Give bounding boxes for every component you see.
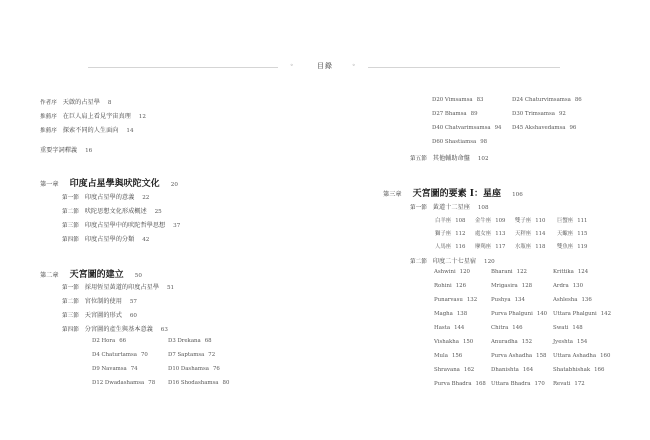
section-title: 印度二十七星宿: [432, 258, 477, 265]
nakshatra-page: 156: [451, 353, 463, 359]
nakshatra-name: Shatabhishak: [553, 367, 591, 373]
nakshatra-page: 134: [514, 297, 525, 303]
sign-page: 115: [577, 231, 588, 237]
toc-preface-recommend-1[interactable]: [40, 111, 146, 120]
toc-nakshatra[interactable]: [434, 353, 462, 359]
division-name: D40 Chatvarimsamsa: [432, 125, 491, 131]
toc-terms[interactable]: [40, 145, 92, 154]
section-label: 第五節: [410, 156, 427, 162]
chapter-title: 印度占星學與吠陀文化: [69, 179, 160, 189]
nakshatra-page: 164: [522, 367, 534, 373]
section-label: 第一節: [62, 195, 79, 201]
division-page: 70: [140, 352, 148, 358]
chapter-page: 50: [134, 273, 142, 279]
nakshatra-name: Purva Phalguni: [491, 311, 533, 317]
toc-page: 12: [138, 114, 146, 120]
nakshatra-name: Chitra: [491, 325, 509, 331]
toc-section-1-4[interactable]: [62, 234, 149, 243]
section-page: 63: [160, 327, 168, 333]
toc-nakshatra[interactable]: [491, 325, 523, 331]
section-title: 其他輔助命盤: [432, 155, 470, 162]
toc-division-d30[interactable]: [512, 111, 566, 117]
nakshatra-name: Krittika: [553, 269, 574, 275]
nakshatra-name: Punarvasu: [434, 297, 463, 303]
toc-nakshatra[interactable]: [553, 325, 583, 331]
sign-page: 111: [577, 218, 588, 224]
toc-nakshatra[interactable]: [553, 367, 604, 373]
toc-section-3-1[interactable]: [410, 202, 489, 211]
nakshatra-page: 172: [574, 381, 585, 387]
nakshatra-name: Magha: [434, 311, 453, 317]
chapter-label: 第一章: [40, 181, 59, 188]
nakshatra-name: Hasta: [434, 325, 451, 331]
toc-division-d45[interactable]: [512, 125, 576, 131]
sign-page: 113: [495, 231, 506, 237]
section-label: 第二節: [62, 299, 79, 305]
nakshatra-name: Mrigasira: [491, 283, 518, 289]
nakshatra-page: 158: [536, 353, 547, 359]
section-page: 22: [142, 195, 150, 201]
toc-division-d12[interactable]: [92, 380, 155, 386]
nakshatra-page: 136: [581, 297, 592, 303]
nakshatra-page: 152: [521, 339, 533, 345]
sign-name: 摩羯座: [475, 244, 492, 250]
chapter-label: 第二章: [40, 272, 59, 279]
toc-nakshatra[interactable]: [491, 297, 525, 303]
section-page: 51: [166, 285, 175, 291]
toc-nakshatra[interactable]: [553, 339, 587, 345]
division-page: 94: [494, 125, 502, 131]
division-name: D9 Navamsa: [92, 366, 127, 372]
nakshatra-page: 166: [594, 367, 605, 373]
sign-name: 天秤座: [515, 231, 532, 237]
chapter-page: 106: [512, 192, 523, 198]
toc-title: 天啟的占星學: [62, 99, 100, 106]
nakshatra-page: 150: [462, 339, 474, 345]
nakshatra-page: 128: [521, 283, 533, 289]
toc-section-3-2[interactable]: [410, 256, 495, 265]
toc-division-d40[interactable]: [432, 125, 501, 131]
toc-nakshatra[interactable]: [434, 325, 464, 331]
toc-sign[interactable]: [515, 229, 545, 237]
division-page: 89: [470, 111, 478, 117]
toc-page: 8: [107, 100, 112, 106]
toc-nakshatra[interactable]: [491, 367, 533, 373]
division-page: 96: [569, 125, 577, 131]
section-label: 第二節: [62, 209, 79, 215]
sign-name: 水瓶座: [515, 244, 532, 250]
toc-nakshatra[interactable]: [434, 311, 467, 317]
toc-nakshatra[interactable]: [491, 353, 546, 359]
nakshatra-name: Uttara Phalguni: [553, 311, 597, 317]
sign-name: 金牛座: [475, 218, 492, 224]
toc-nakshatra[interactable]: [434, 367, 474, 373]
division-name: D4 Chaturtamsa: [92, 352, 137, 358]
toc-nakshatra[interactable]: [553, 269, 588, 275]
section-page: 57: [129, 299, 137, 305]
sign-name: 白羊座: [435, 218, 452, 224]
nakshatra-name: Rohini: [434, 283, 452, 289]
nakshatra-page: 162: [463, 367, 475, 373]
nakshatra-page: 130: [572, 283, 584, 289]
division-name: D30 Trimsamsa: [512, 111, 555, 117]
nakshatra-name: Jyeshta: [553, 339, 574, 345]
nakshatra-page: 154: [577, 339, 588, 345]
nakshatra-page: 122: [516, 269, 527, 275]
section-label: 第一節: [410, 205, 427, 211]
sign-page: 116: [455, 244, 466, 250]
sign-page: 108: [455, 218, 466, 224]
division-page: 80: [222, 380, 230, 386]
division-page: 86: [574, 97, 582, 103]
section-page: 108: [477, 205, 489, 211]
toc-division-d60[interactable]: [432, 139, 487, 145]
section-title: 吠陀思想文化形成概述: [84, 208, 147, 215]
sign-name: 天蠍座: [557, 231, 574, 237]
toc-section-1-2[interactable]: [62, 206, 162, 215]
nakshatra-name: Purva Bhadra: [434, 381, 472, 387]
nakshatra-name: Vishakha: [434, 339, 459, 345]
section-label: 第四節: [62, 327, 79, 333]
nakshatra-page: 124: [577, 269, 589, 275]
toc-preface-recommend-2[interactable]: [40, 125, 134, 134]
section-label: 第二節: [410, 259, 427, 265]
section-page: 60: [129, 313, 137, 319]
division-name: D45 Akshavedamsa: [512, 125, 566, 131]
toc-division-d7[interactable]: [168, 352, 215, 358]
nakshatra-page: 132: [466, 297, 478, 303]
toc-section-2-5[interactable]: [410, 153, 489, 162]
nakshatra-name: Uttara Bhadra: [491, 381, 531, 387]
toc-nakshatra[interactable]: [491, 283, 532, 289]
division-name: D27 Bhamsa: [432, 111, 467, 117]
section-page: 120: [484, 259, 495, 265]
sign-name: 處女座: [475, 231, 492, 237]
toc-nakshatra[interactable]: [434, 381, 486, 387]
section-label: 第一節: [62, 285, 79, 291]
nakshatra-name: Pushya: [491, 297, 511, 303]
toc-sign[interactable]: [515, 242, 545, 250]
nakshatra-name: Ashwini: [434, 269, 456, 275]
toc-section-2-2[interactable]: [62, 296, 137, 305]
nakshatra-page: 160: [600, 353, 611, 359]
section-title: 採用恆星黃道的印度占星學: [84, 284, 160, 291]
toc-sign[interactable]: [435, 242, 465, 250]
nakshatra-name: Ashlesha: [553, 297, 578, 303]
section-title: 黃道十二星座: [432, 204, 470, 211]
division-page: 92: [558, 111, 566, 117]
sign-name: 獅子座: [435, 231, 452, 237]
division-page: 74: [130, 366, 138, 372]
section-title: 天宮圖的形式: [84, 312, 122, 319]
header-rule-left: [88, 67, 278, 68]
toc-label: 推薦序: [40, 128, 57, 134]
section-label: 第三節: [62, 223, 79, 229]
toc-sign[interactable]: [557, 242, 587, 250]
division-name: D60 Shastiamsa: [432, 139, 477, 145]
toc-preface-author[interactable]: [40, 97, 111, 106]
division-page: 72: [208, 352, 216, 358]
division-name: D24 Chaturvimsamsa: [512, 97, 571, 103]
toc-division-d27[interactable]: [432, 111, 478, 117]
section-title: 印度占星學的意義: [84, 194, 135, 201]
nakshatra-page: 138: [456, 311, 468, 317]
nakshatra-name: Purva Ashadha: [491, 353, 533, 359]
toc-section-2-3[interactable]: [62, 310, 137, 319]
chapter-title: 天宮圖的要素 I：星座: [412, 189, 502, 199]
toc-sign[interactable]: [557, 216, 587, 224]
toc-chapter-2[interactable]: [40, 262, 142, 281]
nakshatra-name: Anuradha: [491, 339, 518, 345]
nakshatra-page: 142: [600, 311, 612, 317]
sign-page: 112: [455, 231, 466, 237]
nakshatra-name: Uttara Ashadha: [553, 353, 597, 359]
toc-sign[interactable]: [557, 229, 587, 237]
nakshatra-name: Ardra: [553, 283, 569, 289]
nakshatra-page: 126: [455, 283, 466, 289]
division-name: D10 Dashamsa: [168, 366, 209, 372]
toc-section-2-1[interactable]: [62, 282, 174, 291]
toc-nakshatra[interactable]: [553, 353, 610, 359]
ornament-right-icon: ◦: [352, 62, 356, 69]
toc-nakshatra[interactable]: [491, 269, 527, 275]
toc-sign[interactable]: [435, 229, 465, 237]
chapter-label: 第三章: [383, 191, 402, 198]
sign-name: 巨蟹座: [557, 218, 574, 224]
section-title: 印度占星學的分類: [84, 236, 135, 243]
section-title: 宮位制的使用: [84, 298, 122, 305]
toc-sign[interactable]: [475, 229, 505, 237]
chapter-title: 天宮圖的建立: [69, 270, 124, 280]
division-name: D2 Hora: [92, 338, 116, 344]
toc-nakshatra[interactable]: [491, 339, 532, 345]
toc-division-d3[interactable]: [168, 338, 212, 344]
sign-page: 119: [577, 244, 588, 250]
toc-nakshatra[interactable]: [434, 339, 473, 345]
nakshatra-page: 148: [572, 325, 583, 331]
toc-sign[interactable]: [435, 216, 465, 224]
section-page: 37: [173, 223, 181, 229]
toc-nakshatra[interactable]: [553, 311, 611, 317]
chapter-page: 20: [170, 182, 178, 188]
nakshatra-name: Mula: [434, 353, 448, 359]
nakshatra-page: 144: [454, 325, 465, 331]
toc-nakshatra[interactable]: [491, 311, 547, 317]
division-name: D12 Dwadashamsa: [92, 380, 145, 386]
toc-title: 探索不同的人生面向: [62, 127, 119, 134]
division-page: 78: [148, 380, 156, 386]
section-title: 分宮圖的產生與基本意義: [84, 326, 153, 333]
toc-division-d20[interactable]: [432, 97, 483, 103]
section-page: 25: [154, 209, 162, 215]
division-name: D16 Shodashamsa: [168, 380, 219, 386]
nakshatra-page: 120: [459, 269, 470, 275]
division-name: D7 Saptamsa: [168, 352, 205, 358]
toc-sign[interactable]: [515, 216, 545, 224]
nakshatra-name: Revati: [553, 381, 571, 387]
toc-page: 16: [85, 148, 93, 154]
division-page: 98: [480, 139, 488, 145]
toc-label: 作者序: [40, 100, 57, 106]
toc-label: 推薦序: [40, 114, 57, 120]
toc-division-d4[interactable]: [92, 352, 148, 358]
toc-division-d2[interactable]: [92, 338, 126, 344]
division-page: 68: [204, 338, 212, 344]
toc-nakshatra[interactable]: [553, 381, 585, 387]
toc-chapter-3[interactable]: [383, 181, 523, 200]
toc-division-d10[interactable]: [168, 366, 220, 372]
page-title: 目錄: [317, 62, 333, 70]
section-title: 印度占星學中的吠陀哲學思想: [84, 222, 166, 229]
toc-chapter-1[interactable]: [40, 171, 178, 190]
sign-page: 118: [535, 244, 546, 250]
nakshatra-name: Shravana: [434, 367, 460, 373]
toc-nakshatra[interactable]: [491, 381, 545, 387]
sign-page: 109: [495, 218, 506, 224]
toc-nakshatra[interactable]: [434, 269, 470, 275]
toc-nakshatra[interactable]: [434, 297, 477, 303]
division-page: 76: [212, 366, 220, 372]
toc-division-d24[interactable]: [512, 97, 582, 103]
toc-section-1-3[interactable]: [62, 220, 180, 229]
toc-section-2-4[interactable]: [62, 324, 168, 333]
toc-title: 在巨人肩上看見宇宙真理: [62, 113, 131, 120]
toc-nakshatra[interactable]: [434, 283, 466, 289]
nakshatra-name: Bharani: [491, 269, 513, 275]
toc-division-d16[interactable]: [168, 380, 229, 386]
section-page: 102: [477, 156, 489, 162]
sign-name: 雙子座: [515, 218, 532, 224]
toc-section-1-1[interactable]: [62, 192, 149, 201]
toc-title: 重要字詞釋義: [40, 147, 78, 154]
nakshatra-page: 146: [512, 325, 523, 331]
toc-nakshatra[interactable]: [553, 297, 592, 303]
toc-sign[interactable]: [475, 242, 505, 250]
division-page: 66: [119, 338, 127, 344]
sign-page: 117: [495, 244, 506, 250]
section-label: 第三節: [62, 313, 79, 319]
toc-sign[interactable]: [475, 216, 505, 224]
section-label: 第四節: [62, 237, 79, 243]
division-page: 83: [476, 97, 484, 103]
sign-page: 114: [535, 231, 546, 237]
division-name: D20 Vimsamsa: [432, 97, 473, 103]
division-name: D3 Drekana: [168, 338, 201, 344]
nakshatra-name: Dhanishta: [491, 367, 519, 373]
header-rule-right: [368, 67, 560, 68]
sign-name: 雙魚座: [557, 244, 574, 250]
nakshatra-name: Swati: [553, 325, 569, 331]
toc-nakshatra[interactable]: [553, 283, 583, 289]
section-page: 42: [142, 237, 150, 243]
sign-page: 110: [535, 218, 546, 224]
ornament-left-icon: ◦: [290, 62, 294, 69]
toc-page: 14: [126, 128, 134, 134]
nakshatra-page: 168: [475, 381, 486, 387]
toc-division-d9[interactable]: [92, 366, 138, 372]
nakshatra-page: 170: [534, 381, 545, 387]
nakshatra-page: 140: [536, 311, 548, 317]
sign-name: 人馬座: [435, 244, 452, 250]
